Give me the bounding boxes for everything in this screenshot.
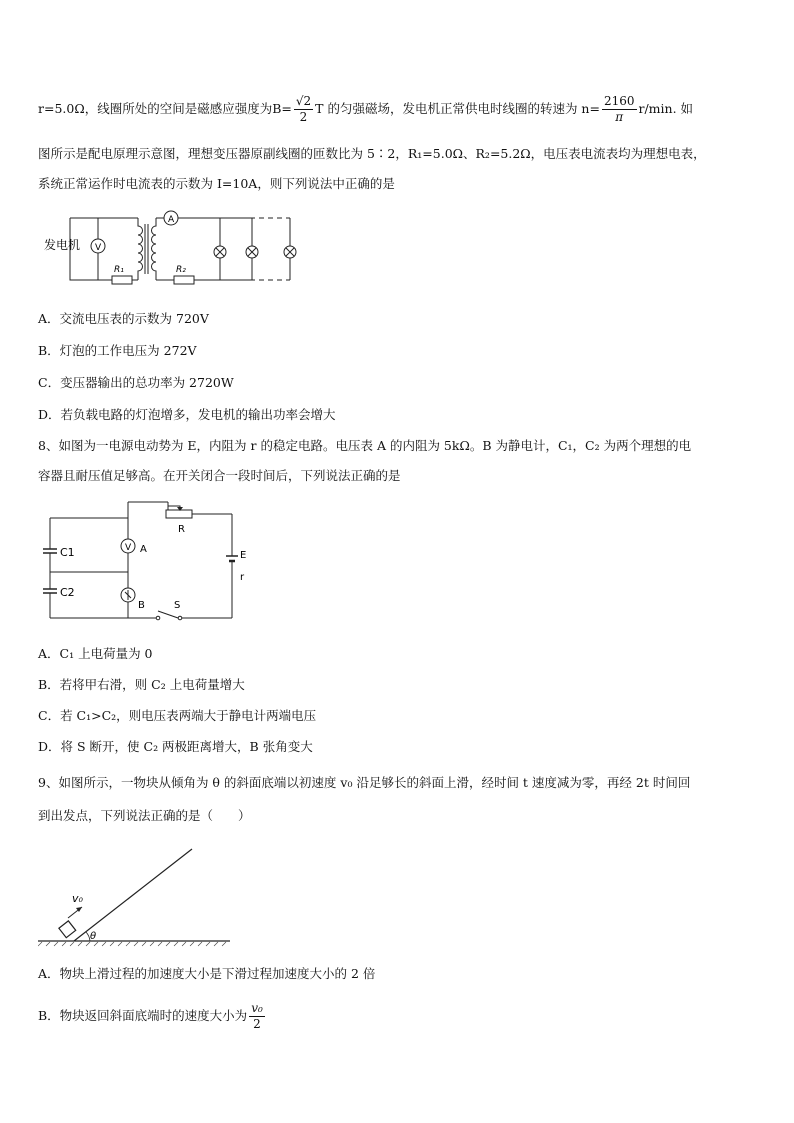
- q7-option-d: D．若负载电路的灯泡增多，发电机的输出功率会增大: [38, 407, 336, 422]
- r1-label: R₁: [114, 265, 124, 275]
- transformer-circuit-figure: [40, 208, 310, 290]
- block-icon: [59, 921, 76, 938]
- r1-resistor: [112, 276, 132, 284]
- b-numerator: √2: [295, 94, 312, 108]
- switch-icon: [158, 611, 178, 618]
- n-fraction: [602, 94, 637, 125]
- emf-label: E: [240, 550, 247, 561]
- capacitor-circuit-figure: [40, 500, 250, 626]
- generator-label: 发电机: [44, 238, 81, 252]
- primary-coil-icon: [138, 218, 143, 280]
- electrometer-b-label: B: [138, 600, 145, 611]
- c2-label: C2: [60, 586, 75, 599]
- q8-line-1: 8、如图为一电源电动势为 E，内阻为 r 的稳定电路。电压表 A 的内阻为 5kΩ。B 为静电计，C₁，C₂ 为两个理想的电: [38, 438, 692, 453]
- q8-line-2: 容器且耐压值足够高。在开关闭合一段时间后，下列说法正确的是: [38, 468, 401, 483]
- voltmeter-a-label: A: [140, 544, 147, 555]
- rheostat-icon: [166, 510, 192, 518]
- q7-text-c: r/min. 如: [638, 101, 694, 116]
- switch-label: S: [174, 600, 181, 611]
- r2-label: R₂: [176, 265, 186, 275]
- v0-half-denominator: 2: [253, 1017, 261, 1031]
- q9-line-1: 9、如图所示，一物块从倾角为 θ 的斜面底端以初速度 v₀ 沿足够长的斜面上滑，经时间 t 速度减为零，再经 2t 时间回: [38, 775, 691, 790]
- q8-option-b: B．若将甲右滑，则 C₂ 上电荷量增大: [38, 677, 245, 692]
- q9-option-a: A．物块上滑过程的加速度大小是下滑过程加速度大小的 2 倍: [38, 966, 376, 981]
- q7-text-b: T 的匀强磁场，发电机正常供电时线圈的转速为 n=: [315, 101, 600, 116]
- q7-line-2: 图所示是配电原理示意图，理想变压器原副线圈的匝数比为 5∶2，R₁=5.0Ω、R₂=5.2Ω，电压表电流表均为理想电表，: [38, 146, 706, 161]
- incline-figure: [38, 846, 238, 948]
- voltmeter-label: V: [125, 543, 132, 553]
- v0-half-fraction: [249, 1001, 265, 1032]
- q9-option-b: [38, 1001, 267, 1032]
- internal-resistance-label: r: [240, 572, 245, 583]
- q8-option-c: C．若 C₁>C₂，则电压表两端大于静电计两端电压: [38, 708, 317, 723]
- q7-line-1: [38, 94, 758, 125]
- b-fraction: [294, 94, 313, 125]
- secondary-coil-icon: [152, 218, 157, 280]
- n-denominator: π: [615, 110, 624, 124]
- c1-label: C1: [60, 546, 75, 559]
- r2-resistor: [174, 276, 194, 284]
- q7-option-b: B．灯泡的工作电压为 272V: [38, 343, 197, 358]
- n-numerator: 2160: [603, 94, 635, 108]
- q8-option-d: D．将 S 断开，使 C₂ 两极距离增大，B 张角变大: [38, 739, 313, 754]
- voltmeter-label: V: [95, 243, 102, 253]
- q8-option-a: A．C₁ 上电荷量为 0: [38, 646, 153, 661]
- q7-line-3: 系统正常运作时电流表的示数为 I=10A，则下列说法中正确的是: [38, 176, 395, 191]
- q7-option-a: A．交流电压表的示数为 720V: [38, 311, 209, 326]
- ammeter-label: A: [168, 215, 175, 225]
- q7-option-c: C．变压器输出的总功率为 2720W: [38, 375, 234, 390]
- q9-line-2: 到出发点，下列说法正确的是（ ）: [38, 808, 251, 823]
- b-denominator: 2: [299, 110, 308, 124]
- v0-label: v₀: [72, 892, 83, 905]
- theta-label: θ: [90, 931, 97, 942]
- incline-line: [74, 849, 192, 941]
- rheostat-label: R: [178, 524, 185, 535]
- q7-text-a: r=5.0Ω，线圈所处的空间是磁感应强度为B=: [38, 101, 292, 116]
- v0-half-numerator: v₀: [251, 1001, 263, 1015]
- q9-option-b-text: B．物块返回斜面底端时的速度大小为: [38, 1008, 248, 1023]
